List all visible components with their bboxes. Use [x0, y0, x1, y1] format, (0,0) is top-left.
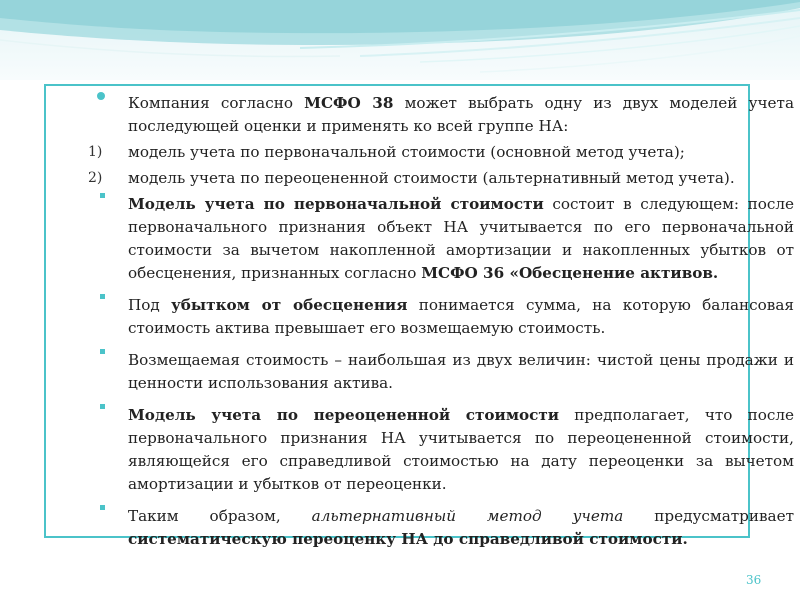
revalued-model-paragraph: [46, 404, 794, 496]
list-number: 2): [88, 170, 103, 186]
round-bullet-icon: [97, 92, 105, 100]
initial-cost-model-paragraph: [46, 193, 794, 285]
paragraph-text: Модель учета по переоцененной стоимости предполагает, что после первоначального признания НА учитывается по переоцененной стоимости, являющейся его справедливой стоимостью на дату переоценки за вычетом амортизации и убытков от переоценки.: [128, 406, 794, 493]
square-bullet-icon: [100, 404, 105, 409]
paragraph-text: Возмещаемая стоимость – наибольшая из двух величин: чистой цены продажи и ценности использования актива.: [128, 351, 794, 392]
impairment-paragraph: [46, 294, 794, 340]
text-list: [46, 92, 795, 551]
conclusion-paragraph: [46, 505, 795, 551]
recoverable-amount-paragraph: [46, 349, 794, 395]
list-item-text: модель учета по переоцененной стоимости (альтернативный метод учета).: [128, 169, 735, 187]
square-bullet-icon: [100, 294, 105, 299]
square-bullet-icon: [100, 349, 105, 354]
content-frame: [44, 84, 795, 548]
list-item: [46, 167, 752, 190]
page-number: 36: [746, 573, 762, 587]
list-item: [46, 141, 752, 164]
list-number: 1): [88, 144, 103, 160]
paragraph-text: Модель учета по первоначальной стоимости состоит в следующем: после первоначального признания объект НА учитывается по его первоначальной стоимости за вычетом накопленной амортизации и накопленных убытков от обесценения, признанных согласно МСФО 36 «Обесценение активов.: [128, 195, 794, 282]
intro-paragraph: [46, 92, 795, 138]
paragraph-text: Под убытком от обесценения понимается сумма, на которую балансовая стоимость актива превышает его возмещаемую стоимость.: [128, 296, 794, 337]
paragraph-text: Таким образом, альтернативный метод учета предусматривает систематическую переоценку НА до справедливой стоимости.: [128, 507, 795, 548]
intro-text: Компания согласно МСФО 38 может выбрать одну из двух моделей учета последующей оценки и применять ко всей группе НА:: [128, 94, 795, 135]
list-item-text: модель учета по первоначальной стоимости (основной метод учета);: [128, 143, 685, 161]
header-wave-decoration: [0, 0, 800, 80]
square-bullet-icon: [100, 193, 105, 198]
square-bullet-icon: [100, 505, 105, 510]
